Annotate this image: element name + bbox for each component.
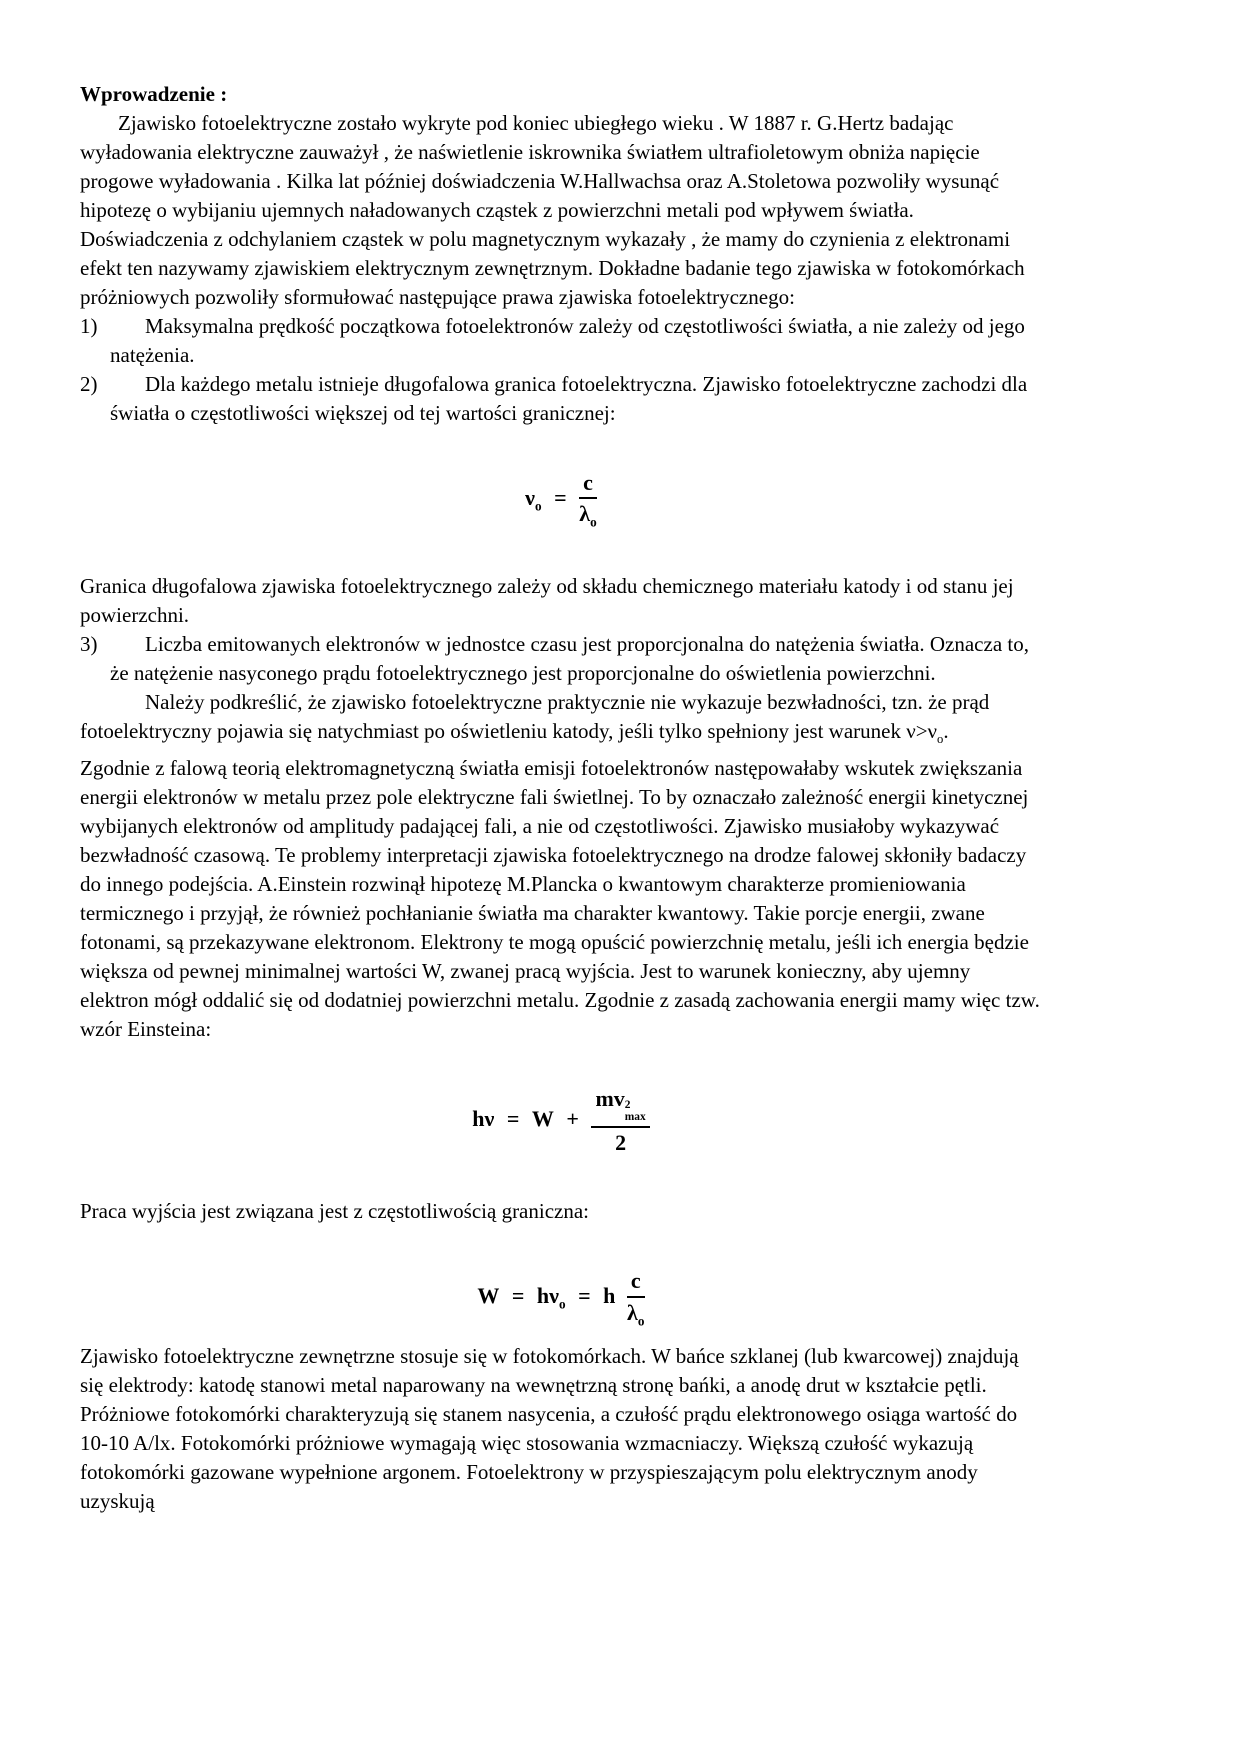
inertia-paragraph [80, 688, 1042, 754]
work-function-symbol: W [477, 1283, 500, 1309]
wave-theory-paragraph: Zgodnie z falową teorią elektromagnetyczną światła emisji fotoelektronów następowałaby wskutek zwiększania energii elektronów w metalu przez pole elektryczne fali świetlnej. To by oznaczało zależność energii kinetycznej wybijanych elektronów od amplitudy padającej fali, a nie od częstotliwości. Zjawisko musiałoby wykazywać bezwładność czasową. Te problemy interpretacji zjawiska fotoelektrycznego na drodze falowej skłoniły badaczy do innego podejścia. A.Einstein rozwinął hipotezę M.Plancka o kwantowym charakterze promieniowania termicznego i przyjął, że również pochłanianie światła ma charakter kwantowy. Takie porcje energii, zwane fotonami, są przekazywane elektronom. Elektrony te mogą opuścić powierzchnię metalu, jeśli ich energia będzie większa od pewnej minimalnej wartości W, zwanej pracą wyjścia. Jest to warunek konieczny, aby ujemny elektron mógł oddalić się od dodatniej powierzchni metalu. Zgodnie z zasadą zachowania energii mamy więc tzw. wzór Einsteina: [80, 756, 1040, 1042]
h-nu-zero-term [537, 1283, 566, 1312]
list-item-2 [80, 370, 1042, 428]
lambda-subscript: o [637, 1312, 645, 1328]
fraction-denominator: 2 [615, 1129, 627, 1155]
fraction-numerator: c [627, 1268, 645, 1297]
fraction-denominator [579, 499, 597, 530]
praca-paragraph: Praca wyjścia jest związana jest z częstotliwością graniczna: [80, 1199, 590, 1224]
list-marker-1: 1) [80, 314, 98, 338]
formula-work-function [80, 1268, 1042, 1328]
lambda-subscript: o [590, 514, 597, 530]
nu-base: ν [525, 484, 535, 510]
list-item-3 [80, 630, 1042, 688]
mv-term: mv [595, 1086, 625, 1112]
list-item-2-text: Dla każdego metalu istnieje długofalowa granica fotoelektryczna. Zjawisko fotoelektryczne zachodzi dla światła o częstotliwości większej od tej wartości granicznej: [110, 372, 1028, 425]
fraction-numerator: c [579, 470, 597, 499]
photocell-paragraph: Zjawisko fotoelektryczne zewnętrzne stosuje się w fotokomórkach. W bańce szklanej (lub kwarcowej) znajdują się elektrody: katodę stanowi metal naparowany na wewnętrzną stronę bańki, a anodę drut w kształcie pętli. Próżniowe fotokomórki charakteryzują się stanem nasycenia, a czułość prądu elektronowego osiąga wartość do 10-10 A/lx. Fotokomórki próżniowe wymagają więc stosowania wzmacniaczy. Większą czułość wykazują fotokomórki gazowane wypełnione argonem. Fotoelektrony w przyspieszającym polu elektrycznym anody uzyskują [80, 1344, 1019, 1514]
inertia-text-after: . [943, 718, 949, 743]
section-heading: Wprowadzenie : [80, 82, 228, 106]
mv-supsub [625, 1099, 646, 1124]
nu-condition-subscript: o [937, 732, 944, 747]
work-function-symbol: W [531, 1105, 554, 1131]
mv-superscript: 2 [624, 1098, 631, 1111]
nu-subscript: o [558, 1296, 566, 1312]
list-item-1 [80, 312, 1042, 370]
list-item-3-text: Liczba emitowanych elektronów w jednostce czasu jest proporcjonalna do natężenia światła. Oznacza to, że natężenie nasyconego prądu fotoelektrycznego jest proporcjonalne do oświetlenia powierzchni. [110, 631, 1029, 685]
fraction-numerator [591, 1086, 649, 1128]
fraction [591, 1086, 649, 1155]
equals-sign: = [578, 1283, 591, 1309]
fraction-denominator [627, 1298, 645, 1329]
list-marker-2: 2) [80, 372, 98, 396]
mv-subscript: max [624, 1111, 646, 1124]
formula-einstein [80, 1086, 1042, 1155]
intro-paragraph: Zjawisko fotoelektryczne zostało wykryte pod koniec ubiegłego wieku . W 1887 r. G.Hertz badając wyładowania elektryczne zauważył , że naświetlenie iskrownika światłem ultrafioletowym obniża napięcie progowe wyładowania . Kilka lat później doświadczenia W.Hallwachsa oraz A.Stoletowa pozwoliły wysunąć hipotezę o wybijaniu ujemnych naładowanych cząstek z powierzchni metali pod wpływem światła. Doświadczenia z odchylaniem cząstek w polu magnetycznym wykazały , że mamy do czynienia z elektronami efekt ten nazywamy zjawiskiem elektrycznym zewnętrznym. Dokładne badanie tego zjawiska w fotokomórkach próżniowych pozwoliły sformułować następujące prawa zjawiska fotoelektrycznego: [80, 111, 1025, 309]
nu-subscript: o [534, 498, 542, 514]
fraction [627, 1268, 645, 1328]
inertia-text-before: Należy podkreślić, że zjawisko fotoelektryczne praktycznie nie wykazuje bezwładności, tzn. że prąd fotoelektryczny pojawia się natychmiast po oświetleniu katody, jeśli tylko spełniony jest warunek ν>ν [80, 689, 990, 743]
list-item-1-text: Maksymalna prędkość początkowa fotoelektronów zależy od częstotliwości światła, a nie zależy od jego natężenia. [110, 314, 1025, 367]
equals-sign: = [506, 1105, 520, 1131]
formula-threshold-frequency [80, 470, 1042, 530]
planck-constant-symbol: h [603, 1283, 616, 1309]
equals-sign: = [554, 484, 567, 510]
h-nu-base: hν [536, 1283, 559, 1309]
lambda-symbol: λ [627, 1299, 638, 1325]
fraction [579, 470, 597, 530]
list-marker-3: 3) [80, 631, 98, 656]
plus-sign: + [566, 1105, 579, 1131]
granica-paragraph: Granica długofalowa zjawiska fotoelektrycznego zależy od składu chemicznego materiału katody i od stanu jej powierzchni. [80, 573, 1014, 627]
nu-symbol [525, 485, 541, 514]
equals-sign: = [511, 1283, 525, 1309]
h-nu-term: hν [472, 1105, 495, 1131]
lambda-symbol: λ [579, 501, 591, 527]
